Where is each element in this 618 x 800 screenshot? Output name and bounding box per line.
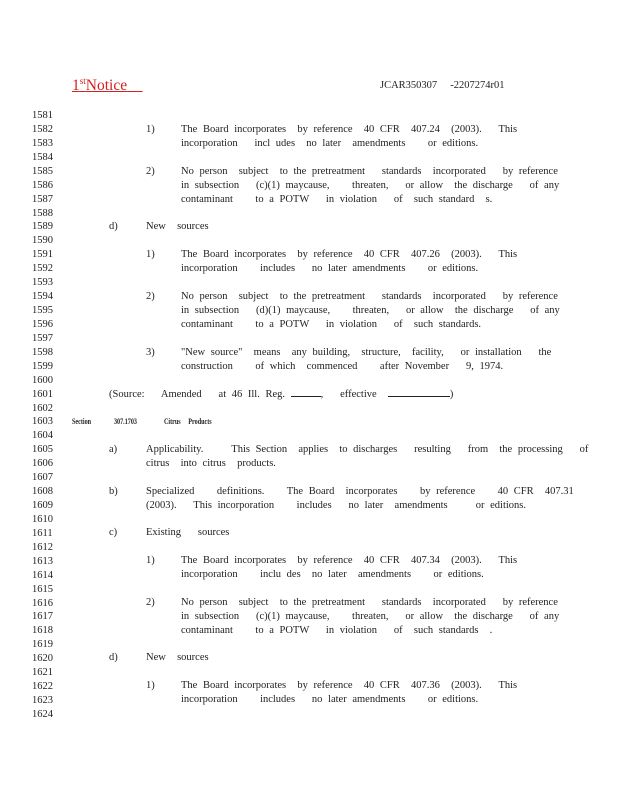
line-number: 1621 [32, 667, 53, 679]
line-number: 1598 [32, 346, 53, 358]
section-title: Citrus Products [164, 416, 212, 426]
line-number: 1592 [32, 263, 53, 275]
line-number: 1619 [32, 639, 53, 651]
text-line: The Board incorporates by reference 40 CFR 407.24 (2003). This [181, 124, 518, 135]
line-number: 1593 [32, 277, 53, 289]
line-number: 1605 [32, 444, 53, 456]
line-number: 1617 [32, 611, 53, 623]
subsection-heading: New sources [146, 652, 209, 663]
text-line: incorporation includes no later amendments or editions. [181, 263, 479, 274]
line-number: 1588 [32, 207, 53, 219]
line-number: 1613 [32, 555, 53, 567]
item-label: 2) [146, 597, 155, 608]
line-number: 1585 [32, 165, 53, 177]
line-number: 1606 [32, 458, 53, 470]
subsection-heading: Existing sources [146, 527, 230, 538]
section-label: Section [72, 416, 92, 426]
line-number: 1609 [32, 500, 53, 512]
line-number: 1587 [32, 193, 53, 205]
text-line: "New source" means any building, structure, facility, or installation the [181, 347, 552, 358]
line-number: 1600 [32, 374, 53, 386]
text-line: Specialized definitions. The Board incorporates by reference 40 CFR 407.31 [146, 486, 574, 497]
line-number: 1604 [32, 430, 53, 442]
text-line: The Board incorporates by reference 40 CFR 407.34 (2003). This [181, 555, 518, 566]
text-line: incorporation includes no later amendments or editions. [181, 694, 479, 705]
line-number: 1594 [32, 291, 53, 303]
text-line: The Board incorporates by reference 40 CFR 407.26 (2003). This [181, 249, 518, 260]
line-number: 1591 [32, 249, 53, 261]
subsection-label: c) [109, 527, 118, 538]
text-line: in subsection (d)(1) maycause, threaten, or allow the discharge of any [181, 305, 560, 316]
subsection-heading: New sources [146, 221, 209, 232]
line-number: 1608 [32, 486, 53, 498]
item-label: 1) [146, 124, 155, 135]
text-line: in subsection (c)(1) maycause, threaten, or allow the discharge of any [181, 180, 560, 191]
text-line: The Board incorporates by reference 40 CFR 407.36 (2003). This [181, 680, 518, 691]
line-number: 1602 [32, 402, 53, 414]
text-line: No person subject to the pretreatment standards incorporated by reference [181, 597, 558, 608]
line-number: 1581 [32, 110, 53, 121]
line-number: 1620 [32, 653, 53, 665]
item-label: 3) [146, 347, 155, 358]
line-number: 1611 [32, 527, 53, 539]
text-line: contaminant to a POTW in violation of such standards . [181, 625, 493, 636]
text-line: citrus into citrus products. [146, 458, 276, 469]
line-number: 1584 [32, 151, 53, 163]
line-number: 1622 [32, 681, 53, 693]
line-number: 1607 [32, 472, 53, 484]
line-number: 1615 [32, 583, 53, 595]
line-number: 1596 [32, 318, 53, 330]
first-notice-heading: 1stNotice [72, 76, 128, 94]
text-line: contaminant to a POTW in violation of such standard s. [181, 194, 493, 205]
source-note: (Source: Amended at 46 Ill. Reg. , effective ) [109, 389, 454, 400]
line-number: 1589 [32, 221, 53, 233]
line-number: 1623 [32, 695, 53, 707]
line-number: 1583 [32, 137, 53, 149]
line-number: 1599 [32, 360, 53, 372]
subsection-label: b) [109, 486, 118, 497]
text-line: in subsection (c)(1) maycause, threaten, or allow the discharge of any [181, 611, 560, 622]
text-line: incorporation incl udes no later amendments or editions. [181, 138, 479, 149]
section-number: 307.1703 [114, 416, 137, 426]
item-label: 1) [146, 249, 155, 260]
item-label: 2) [146, 291, 155, 302]
line-number: 1614 [32, 569, 53, 581]
subsection-label: a) [109, 444, 118, 455]
subsection-label: d) [109, 221, 118, 232]
item-label: 2) [146, 166, 155, 177]
line-number: 1586 [32, 179, 53, 191]
line-number: 1601 [32, 388, 53, 400]
line-number: 1624 [32, 708, 53, 720]
line-number: 1595 [32, 305, 53, 317]
text-line: Applicability. This Section applies to discharges resulting from the processing of [146, 444, 589, 455]
text-line: No person subject to the pretreatment standards incorporated by reference [181, 166, 558, 177]
line-number: 1590 [32, 235, 53, 247]
text-line: (2003). This incorporation includes no later amendments or editions. [146, 500, 526, 511]
line-number: 1597 [32, 332, 53, 344]
line-number: 1603 [32, 416, 53, 428]
line-number: 1582 [32, 123, 53, 135]
text-line: construction of which commenced after November 9, 1974. [181, 361, 504, 372]
item-label: 1) [146, 555, 155, 566]
subsection-label: d) [109, 652, 118, 663]
text-line: contaminant to a POTW in violation of such standards. [181, 319, 482, 330]
line-number: 1612 [32, 541, 53, 553]
line-number: 1618 [32, 625, 53, 637]
line-number: 1616 [32, 597, 53, 609]
line-number: 1610 [32, 513, 53, 525]
text-line: No person subject to the pretreatment standards incorporated by reference [181, 291, 558, 302]
text-line: incorporation inclu des no later amendments or editions. [181, 569, 484, 580]
item-label: 1) [146, 680, 155, 691]
document-id: JCAR350307 -2207274r01 [380, 80, 505, 91]
